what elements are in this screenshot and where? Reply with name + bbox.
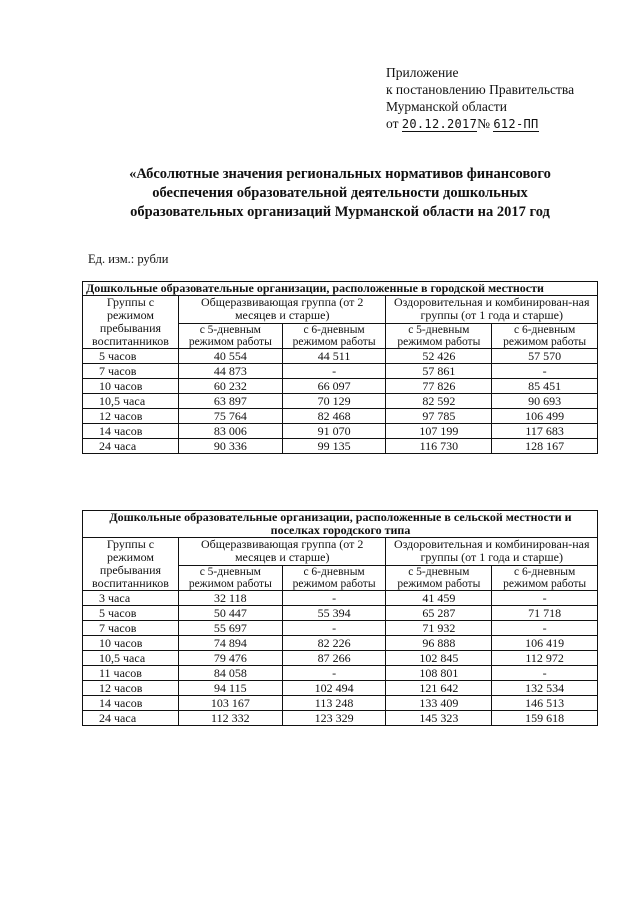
general-five-day-value: 103 167 xyxy=(178,696,282,711)
table-row xyxy=(83,591,598,606)
appendix-block xyxy=(386,64,636,133)
general-six-day-value: 91 070 xyxy=(282,424,386,439)
general-five-day-value: 83 006 xyxy=(178,424,282,439)
health-five-day-value: 107 199 xyxy=(386,424,492,439)
health-six-day-value: 132 534 xyxy=(492,681,598,696)
rural-table-caption: Дошкольные образовательные организации, расположенные в сельской местности и поселках городского типа xyxy=(83,511,598,538)
hours-cell: 12 часов xyxy=(83,681,179,696)
title-line-1: «Абсолютные значения региональных нормативов финансового xyxy=(129,166,551,182)
health-five-day-value: 102 845 xyxy=(386,651,492,666)
table-row xyxy=(83,636,598,651)
health-five-day-value: 77 826 xyxy=(386,379,492,394)
health-five-day-value: 65 287 xyxy=(386,606,492,621)
general-six-day-value: 82 468 xyxy=(282,409,386,424)
hours-cell: 5 часов xyxy=(83,606,179,621)
number-label: № xyxy=(477,116,490,131)
health-five-day-value: 52 426 xyxy=(386,349,492,364)
health-six-day-value: 85 451 xyxy=(492,379,598,394)
table-row xyxy=(83,621,598,636)
general-group-header: Общеразвивающая группа (от 2 месяцев и старше) xyxy=(178,538,386,566)
table-row xyxy=(83,424,598,439)
health-five-day-header: с 5-дневным режимом работы xyxy=(386,323,492,348)
table-row xyxy=(83,409,598,424)
general-six-day-value: 66 097 xyxy=(282,379,386,394)
general-five-day-header: с 5-дневным режимом работы xyxy=(178,565,282,590)
hours-cell: 10 часов xyxy=(83,636,179,651)
document-number: 612-ПП xyxy=(493,117,539,131)
health-six-day-value: 90 693 xyxy=(492,394,598,409)
general-five-day-value: 32 118 xyxy=(178,591,282,606)
general-six-day-value: 82 226 xyxy=(282,636,386,651)
general-five-day-value: 44 873 xyxy=(178,364,282,379)
general-six-day-value: 102 494 xyxy=(282,681,386,696)
general-five-day-value: 60 232 xyxy=(178,379,282,394)
health-six-day-value: 106 419 xyxy=(492,636,598,651)
table-row xyxy=(83,439,598,454)
rural-norms-table xyxy=(82,510,598,726)
general-five-day-header: с 5-дневным режимом работы xyxy=(178,323,282,348)
general-five-day-value: 50 447 xyxy=(178,606,282,621)
urban-norms-table xyxy=(82,281,598,454)
health-five-day-value: 145 323 xyxy=(386,711,492,726)
general-five-day-value: 94 115 xyxy=(178,681,282,696)
general-six-day-value: - xyxy=(282,364,386,379)
table-row xyxy=(83,349,598,364)
title-line-3: образовательных организаций Мурманской области на 2017 год xyxy=(130,204,550,220)
health-group-header: Оздоровительная и комбинирован-ная группы (от 1 года и старше) xyxy=(386,538,598,566)
general-six-day-value: 70 129 xyxy=(282,394,386,409)
table-row xyxy=(83,666,598,681)
general-five-day-value: 112 332 xyxy=(178,711,282,726)
general-five-day-value: 63 897 xyxy=(178,394,282,409)
document-title xyxy=(90,165,590,222)
health-six-day-value: - xyxy=(492,364,598,379)
health-five-day-value: 82 592 xyxy=(386,394,492,409)
general-five-day-value: 75 764 xyxy=(178,409,282,424)
health-five-day-value: 133 409 xyxy=(386,696,492,711)
general-six-day-value: - xyxy=(282,621,386,636)
general-six-day-value: 55 394 xyxy=(282,606,386,621)
health-six-day-value: - xyxy=(492,591,598,606)
general-five-day-value: 74 894 xyxy=(178,636,282,651)
table-row xyxy=(83,606,598,621)
general-six-day-value: 123 329 xyxy=(282,711,386,726)
health-six-day-value: 71 718 xyxy=(492,606,598,621)
health-five-day-value: 57 861 xyxy=(386,364,492,379)
health-five-day-value: 116 730 xyxy=(386,439,492,454)
appendix-line-3: Мурманской области xyxy=(386,99,507,114)
hours-cell: 14 часов xyxy=(83,424,179,439)
health-six-day-value: 112 972 xyxy=(492,651,598,666)
health-five-day-value: 71 932 xyxy=(386,621,492,636)
general-five-day-value: 55 697 xyxy=(178,621,282,636)
general-five-day-value: 40 554 xyxy=(178,349,282,364)
table-row xyxy=(83,379,598,394)
urban-table-caption: Дошкольные образовательные организации, расположенные в городской местности xyxy=(83,282,598,296)
hours-cell: 11 часов xyxy=(83,666,179,681)
health-six-day-value: 57 570 xyxy=(492,349,598,364)
table-row xyxy=(83,364,598,379)
hours-cell: 24 часа xyxy=(83,711,179,726)
rural-table-body xyxy=(83,511,598,726)
table-row xyxy=(83,711,598,726)
urban-table-body xyxy=(83,282,598,454)
health-six-day-value: - xyxy=(492,621,598,636)
health-five-day-value: 96 888 xyxy=(386,636,492,651)
appendix-line-1: Приложение xyxy=(386,65,459,80)
units-label: Ед. изм.: рубли xyxy=(88,252,169,266)
general-six-day-value: - xyxy=(282,666,386,681)
general-six-day-header: с 6-дневным режимом работы xyxy=(282,565,386,590)
health-six-day-value: 106 499 xyxy=(492,409,598,424)
hours-cell: 7 часов xyxy=(83,364,179,379)
general-group-header: Общеразвивающая группа (от 2 месяцев и старше) xyxy=(178,296,386,324)
general-six-day-value: 44 511 xyxy=(282,349,386,364)
general-five-day-value: 90 336 xyxy=(178,439,282,454)
hours-cell: 12 часов xyxy=(83,409,179,424)
general-six-day-value: 99 135 xyxy=(282,439,386,454)
table-row xyxy=(83,394,598,409)
health-six-day-value: 128 167 xyxy=(492,439,598,454)
title-line-2: обеспечения образовательной деятельности дошкольных xyxy=(152,185,528,201)
health-five-day-header: с 5-дневным режимом работы xyxy=(386,565,492,590)
health-five-day-value: 108 801 xyxy=(386,666,492,681)
date-prefix: от xyxy=(386,116,399,131)
health-five-day-value: 41 459 xyxy=(386,591,492,606)
hours-cell: 10,5 часа xyxy=(83,394,179,409)
health-six-day-header: с 6-дневным режимом работы xyxy=(492,565,598,590)
health-six-day-value: 146 513 xyxy=(492,696,598,711)
general-five-day-value: 84 058 xyxy=(178,666,282,681)
hours-cell: 5 часов xyxy=(83,349,179,364)
health-group-header: Оздоровительная и комбинирован-ная группы (от 1 года и старше) xyxy=(386,296,598,324)
table-row xyxy=(83,651,598,666)
general-five-day-value: 79 476 xyxy=(178,651,282,666)
health-six-day-value: 159 618 xyxy=(492,711,598,726)
health-five-day-value: 121 642 xyxy=(386,681,492,696)
groups-column-header: Группы с режимом пребывания воспитанников xyxy=(83,296,179,349)
hours-cell: 24 часа xyxy=(83,439,179,454)
hours-cell: 3 часа xyxy=(83,591,179,606)
appendix-line-2: к постановлению Правительства xyxy=(386,82,575,97)
table-row xyxy=(83,681,598,696)
document-date: 20.12.2017 xyxy=(401,117,478,131)
health-six-day-header: с 6-дневным режимом работы xyxy=(492,323,598,348)
appendix-date-line xyxy=(386,115,636,133)
hours-cell: 7 часов xyxy=(83,621,179,636)
health-six-day-value: - xyxy=(492,666,598,681)
groups-column-header: Группы с режимом пребывания воспитанников xyxy=(83,538,179,591)
health-five-day-value: 97 785 xyxy=(386,409,492,424)
health-six-day-value: 117 683 xyxy=(492,424,598,439)
hours-cell: 14 часов xyxy=(83,696,179,711)
general-six-day-value: - xyxy=(282,591,386,606)
hours-cell: 10 часов xyxy=(83,379,179,394)
general-six-day-value: 113 248 xyxy=(282,696,386,711)
table-row xyxy=(83,696,598,711)
general-six-day-value: 87 266 xyxy=(282,651,386,666)
hours-cell: 10,5 часа xyxy=(83,651,179,666)
general-six-day-header: с 6-дневным режимом работы xyxy=(282,323,386,348)
